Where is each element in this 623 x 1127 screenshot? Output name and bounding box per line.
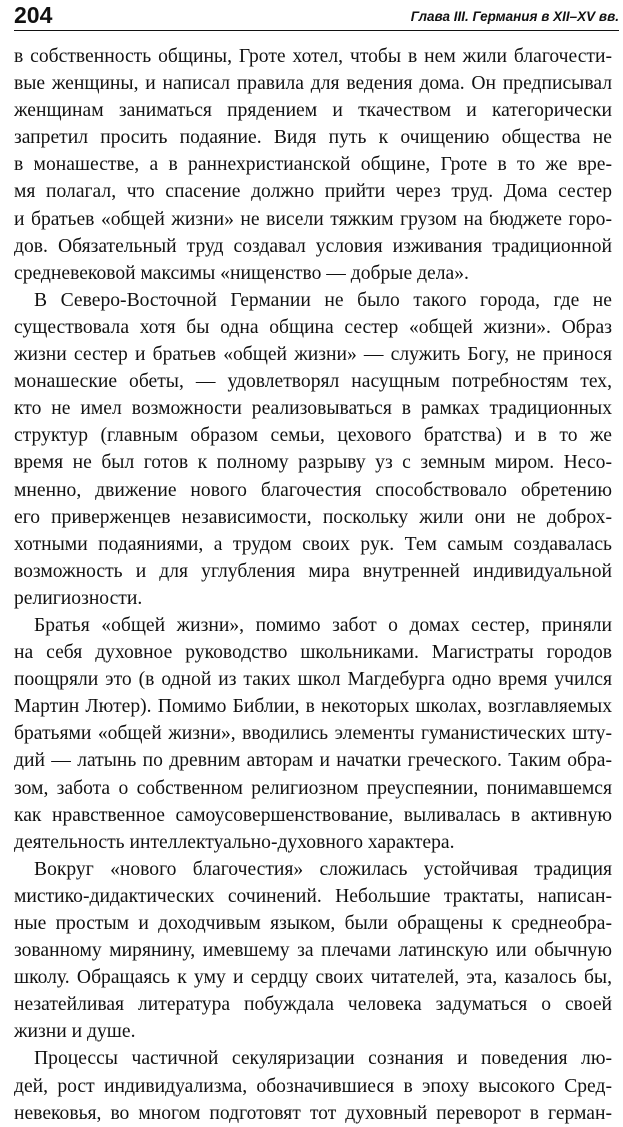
text-line: дий — латынь по древним авторам и начатки греческого. Таким обра- <box>14 750 612 772</box>
text-line: время не был готов к полному разрыву уз с земным миром. Несо- <box>14 452 612 474</box>
text-line: деятельность интеллектуально-духовного характера. <box>14 831 455 853</box>
running-head: Глава III. Германия в XII–XV вв. <box>410 9 619 24</box>
paragraph <box>14 1045 612 1126</box>
text-line: мя полагал, что спасение должно прийти через труд. Дома сестер <box>14 181 612 203</box>
body-text <box>14 43 612 1127</box>
text-line: невековья, во многом подготовят тот духовный переворот в герман- <box>14 1102 612 1124</box>
text-line: мненно, движение нового благочестия способствовало обретению <box>14 479 612 501</box>
text-line: поощряли это (в одной из таких школ Магдебурга одно время учился <box>14 669 612 691</box>
text-line: Братья «общей жизни», помимо забот о домах сестер, приняли <box>34 614 612 636</box>
text-line: зованному мирянину, имевшему за плечами латинскую или обычную <box>14 940 612 962</box>
text-line: структур (главным образом семьи, цехового братства) и в то же <box>14 425 612 447</box>
text-line: кто не имел возможности реализовываться в рамках традиционных <box>14 398 612 420</box>
text-line: братьями «общей жизни», вводились элементы гуманистических шту- <box>14 723 612 745</box>
text-line: его приверженцев независимости, поскольку жили они не доброх- <box>14 506 612 528</box>
text-line: школу. Обращаясь к уму и сердцу своих читателей, эта, казалось бы, <box>14 967 612 989</box>
text-line: монашеские обеты, — удовлетворял насущным потребностям тех, <box>14 371 612 393</box>
text-line: женщинам заниматься прядением и ткачеством и категорически <box>14 100 612 122</box>
text-line: незатейливая литература побуждала человека задуматься о своей <box>14 994 612 1016</box>
page-number: 204 <box>14 2 53 28</box>
text-line: В Северо-Восточной Германии не было такого города, где не <box>34 289 612 311</box>
text-line: как нравственное самоусовершенствование, выливалась в активную <box>14 804 612 826</box>
text-line: жизни и душе. <box>14 1021 136 1043</box>
text-line: в собственность общины, Гроте хотел, чтобы в нем жили благочести- <box>14 46 612 67</box>
text-line: средневековой максимы «нищенство — добрые дела». <box>14 262 469 284</box>
paragraph <box>14 856 612 1046</box>
text-line: возможность и для углубления мира внутренней индивидуальной <box>14 560 612 582</box>
text-line: мистико-дидактических сочинений. Небольшие трактаты, написан- <box>14 885 612 907</box>
text-line: хотными подаяниями, а трудом своих рук. Тем самым создавалась <box>14 533 612 555</box>
text-line: Мартин Лютер). Помимо Библии, в некоторых школах, возглавляемых <box>14 696 612 718</box>
text-line: запретил просить подаяние. Видя путь к очищению общества не <box>14 127 612 149</box>
text-line: религиозности. <box>14 587 143 609</box>
text-line: дей, рост индивидуализма, обозначившиеся в эпоху высокого Сред- <box>14 1075 612 1097</box>
text-line: дов. Обязательный труд создавал условия изживания традиционной <box>14 235 612 257</box>
text-line: вые женщины, и написал правила для ведения дома. Он предписывал <box>14 73 612 95</box>
text-line: в монашестве, а в раннехристианской общине, Гроте в то же вре- <box>14 154 612 176</box>
paragraph <box>14 287 612 612</box>
text-line: на себя духовное руководство школьниками. Магистраты городов <box>14 642 612 664</box>
text-line: жизни сестер и братьев «общей жизни» — служить Богу, не принося <box>14 344 612 366</box>
text-line: и братьев «общей жизни» не висели тяжким грузом на бюджете горо- <box>14 208 612 230</box>
text-line: зом, забота о собственном религиозном преуспеянии, понимавшемся <box>14 777 612 799</box>
paragraph <box>14 43 612 287</box>
page-header <box>14 2 619 31</box>
text-line: Вокруг «нового благочестия» сложилась устойчивая традиция <box>34 858 612 880</box>
paragraph <box>14 612 612 856</box>
text-line: существовала хотя бы одна община сестер «общей жизни». Образ <box>14 316 612 338</box>
text-line: ные простым и доходчивым языком, были обращены к среднеобра- <box>14 913 612 934</box>
text-line: Процессы частичной секуляризации сознания и поведения лю- <box>34 1048 612 1070</box>
